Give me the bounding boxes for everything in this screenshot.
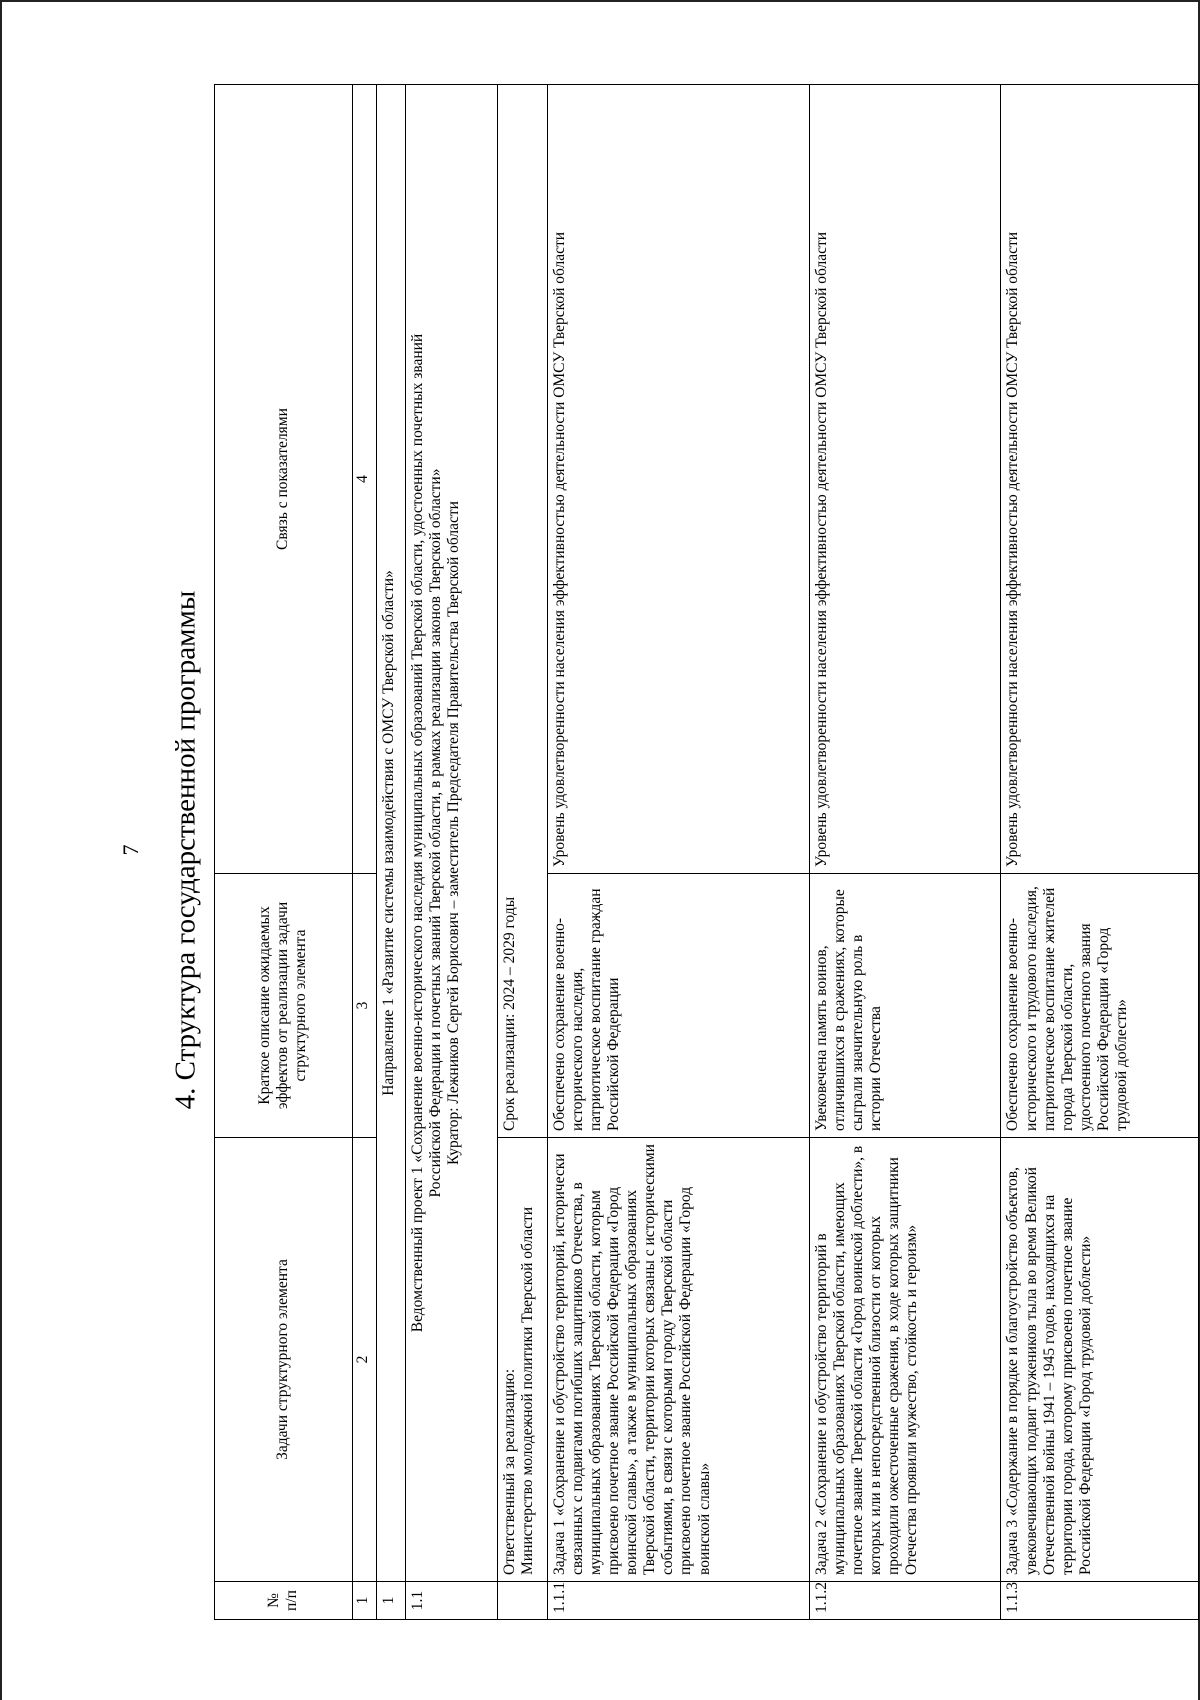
task-num: 1.1.2: [809, 1582, 1001, 1620]
table-header-row: [215, 85, 353, 1620]
responsible-empty: [497, 1582, 547, 1620]
direction-row: [377, 85, 406, 1620]
direction-text: Направление 1 «Развитие системы взаимодействия с ОМСУ Тверской области»: [377, 85, 406, 1582]
header-num: № п/п: [215, 1582, 353, 1620]
structure-table: [214, 84, 1199, 1620]
scan-border-left: [0, 0, 2, 1700]
table-row: [1001, 85, 1199, 1620]
page-number: 7: [118, 844, 143, 856]
section-title: 4. Структура государственной программы: [169, 590, 202, 1110]
scan-border-top: [0, 0, 1200, 2]
task-num: 1.1.1: [547, 1582, 809, 1620]
table-row: [547, 85, 809, 1620]
task-text: Задача 2 «Сохранение и обустройство территорий в муниципальных образованиях Тверской области, имеющих почетное звание Тверской области «Город воинской доблести», в которых или в непосредственной близости от которых проходили ожесточенные сражения, в ходе которых защитники Отечества проявили мужество, стойкость и героизм»: [809, 1138, 1001, 1582]
column-number: 2: [352, 1138, 376, 1582]
task-effect: Обеспечено сохранение военно-исторического наследия, патриотическое воспитание граждан Российской Федерации: [547, 874, 809, 1138]
project-title-line: Ведомственный проект 1 «Сохранение военно-исторического наследия муниципальных образований Тверской области, удостоенных почетных званий: [408, 333, 426, 1333]
column-number-row: [352, 85, 376, 1620]
project-text: [405, 85, 497, 1582]
project-num: 1.1: [405, 1582, 497, 1620]
project-curator-line: Куратор: Лежников Сергей Борисович – заместитель Председателя Правительства Тверской области: [445, 501, 463, 1165]
table-row: [809, 85, 1001, 1620]
structure-table-container: [214, 85, 1199, 1620]
task-text: Задача 1 «Сохранение и обустройство территорий, исторически связанных с подвигами погибших защитников Отечества, в муниципальных образованиях Тверской области, которым присвоено почетное звание Российской Федерации «Город воинской славы», а также в муниципальных образованиях Тверской области, территории которых связаны с историческими событиями, в связи с которыми городу Тверской области присвоено почетное звание Российской Федерации «Город воинской славы»: [547, 1138, 809, 1582]
responsible-row: [497, 85, 547, 1620]
task-num: 1.1.3: [1001, 1582, 1199, 1620]
project-title-line: Российской Федерации и почетных званий Тверской области, в рамках реализации законов Тверской области»: [427, 468, 445, 1198]
task-text: Задача 3 «Содержание в порядке и благоустройство объектов, увековечивающих подвиг тружеников тыла во время Великой Отечественной войны 1941 – 1945 годов, находящихся на территории города, которому присвоено почетное звание Российской Федерации «Город трудовой доблести»: [1001, 1138, 1199, 1582]
task-indicator: Уровень удовлетворенности населения эффективностью деятельности ОМСУ Тверской области: [1001, 85, 1199, 874]
column-number: 3: [352, 874, 376, 1138]
column-number: 4: [352, 85, 376, 874]
column-number: 1: [352, 1582, 376, 1620]
direction-num: 1: [377, 1582, 406, 1620]
task-effect: Увековечена память воинов, отличившихся в сражениях, которые сыграли значительную роль в истории Отечества: [809, 874, 1001, 1138]
task-indicator: Уровень удовлетворенности населения эффективностью деятельности ОМСУ Тверской области: [809, 85, 1001, 874]
task-indicator: Уровень удовлетворенности населения эффективностью деятельности ОМСУ Тверской области: [547, 85, 809, 874]
responsible-text: Ответственный за реализацию: Министерство молодежной политики Тверской области: [497, 1138, 547, 1582]
project-row: [405, 85, 497, 1620]
header-indicators: Связь с показателями: [215, 85, 353, 874]
task-effect: Обеспечено сохранение военно-исторического и трудового наследия, патриотическое воспитание жителей города Тверской области, удостоенного почетного звания Российской Федерации «Город трудовой доблести»: [1001, 874, 1199, 1138]
header-tasks: Задачи структурного элемента: [215, 1138, 353, 1582]
implementation-period: Срок реализации: 2024 – 2029 годы: [497, 85, 547, 1138]
header-effects: Краткое описание ожидаемых эффектов от реализации задачи структурного элемента: [215, 874, 353, 1138]
